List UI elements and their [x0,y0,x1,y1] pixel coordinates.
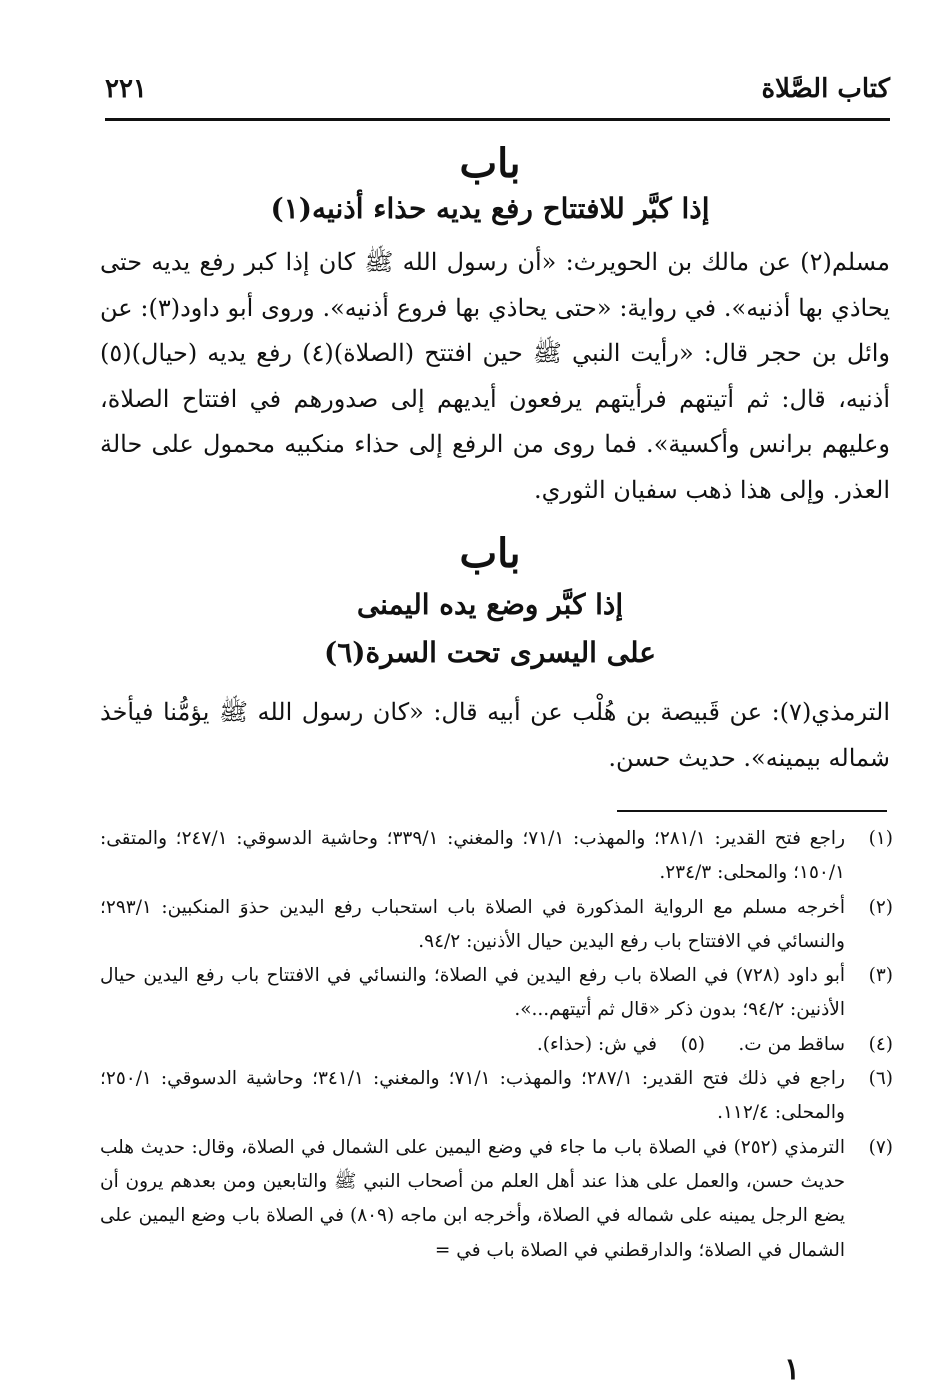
page-number: ٢٢١ [105,74,147,104]
chapter-subtitle-2-line-1: إذا كبَّر وضع يده اليمنى [356,588,624,621]
footnote-1 [100,822,893,891]
footnote-number: (٣) [868,965,893,987]
footnote-number: (٦) [868,1068,893,1090]
section-1-body [100,240,890,513]
section-2-paragraph: الترمذي(٧): عن قَبيصة بن هُلْب عن أبيه قال: «كان رسول الله ﷺ يؤمُّنا فيأخذ شماله بيمينه». حديث حسن. [100,698,891,772]
section-2-body [100,690,890,781]
footnote-number: (٧) [868,1136,893,1158]
footnote-separator [617,810,887,812]
header-rule [105,118,890,121]
footnote-text: أبو داود (٧٢٨) في الصلاة باب رفع اليدين في الصلاة؛ والنسائي في الافتتاح باب رفع اليدين حيال الأذنين: ٩٤/٢؛ بدون ذكر «قال ثم أتيتهم...». [100,965,845,1021]
section-1-paragraph: مسلم(٢) عن مالك بن الحويرث: «أن رسول الله ﷺ كان إذا كبر رفع يديه حتى يحاذي بها أذنيه». في رواية: «حتى يحاذي بها فروع أذنيه». وروى أبو داود(٣): عن وائل بن حجر قال: «رأيت النبي ﷺ حين افتتح (الصلاة)(٤) رفع يديه (حيال)(٥) أذنيه، قال: ثم أتيتهم فرأيتهم يرفعون أيديهم إلى صدورهم في افتتاح الصلاة، وعليهم برانس وأكسية». فما روى من الرفع إلى حذاء منكبيه محمول على حالة العذر. وإلى هذا ذهب سفيان الثوري. [100,248,891,504]
footnote-text: أخرجه مسلم مع الرواية المذكورة في الصلاة باب استحباب رفع اليدين حذوَ المنكبين: ٢٩٣/١؛ والنسائي في الافتتاح باب رفع اليدين حيال الأذنين: ٩٤/٢. [100,896,845,952]
footnote-6 [100,1062,893,1131]
footnote-text: ساقط من ت. [738,1033,845,1055]
footnotes [100,822,893,1268]
page-header [105,70,890,122]
footnote-3 [100,959,893,1028]
footnote-number: (٤) [868,1033,893,1055]
footnote-number: (٥) [680,1033,705,1055]
footnote-7 [100,1131,893,1268]
chapter-heading-1: باب [459,140,521,187]
chapter-subtitle-2-line-2: على اليسرى تحت السرة(٦) [324,636,656,669]
footnote-number: (١) [868,828,893,849]
footnote-number: (٢) [868,896,893,918]
footnote-text: الترمذي (٢٥٢) في الصلاة باب ما جاء في وضع اليمين على الشمال في الصلاة، وقال: حديث هلب حديث حسن، والعمل على هذا عند أهل العلم من أصحاب النبي ﷺ والتابعين ومن بعدهم يرون أن يضع الرجل يمينه على شماله في الصلاة، وأخرجه ابن ماجه (٨٠٩) في الصلاة باب وضع اليمين على الشمال في الصلاة؛ والدارقطني في الصلاة باب في = [100,1136,846,1261]
running-title: كتاب الصَّلاة [761,74,890,104]
footnote-text: راجع في ذلك فتح القدير: ٢٨٧/١؛ والمهذب: ٧١/١؛ والمغني: ٣٤١/١؛ وحاشية الدسوقي: ٢٥٠/١؛ والمحلى: ١١٢/٤. [100,1068,845,1124]
signature-marker: ١ [784,1352,801,1387]
footnote-2 [100,891,893,960]
footnote-4-5 [100,1028,893,1062]
footnote-text: في ش: (حذاء). [536,1033,657,1055]
chapter-heading-2: باب [459,530,521,577]
footnote-text: راجع فتح القدير: ٢٨١/١؛ والمهذب: ٧١/١؛ والمغني: ٣٣٩/١؛ وحاشية الدسوقي: ٢٤٧/١؛ والمتقى: ١٥٠/١؛ والمحلى: ٢٣٤/٣. [100,828,845,884]
chapter-subtitle-1: إذا كبَّر للافتتاح رفع يديه حذاء أذنيه(١) [270,192,710,225]
